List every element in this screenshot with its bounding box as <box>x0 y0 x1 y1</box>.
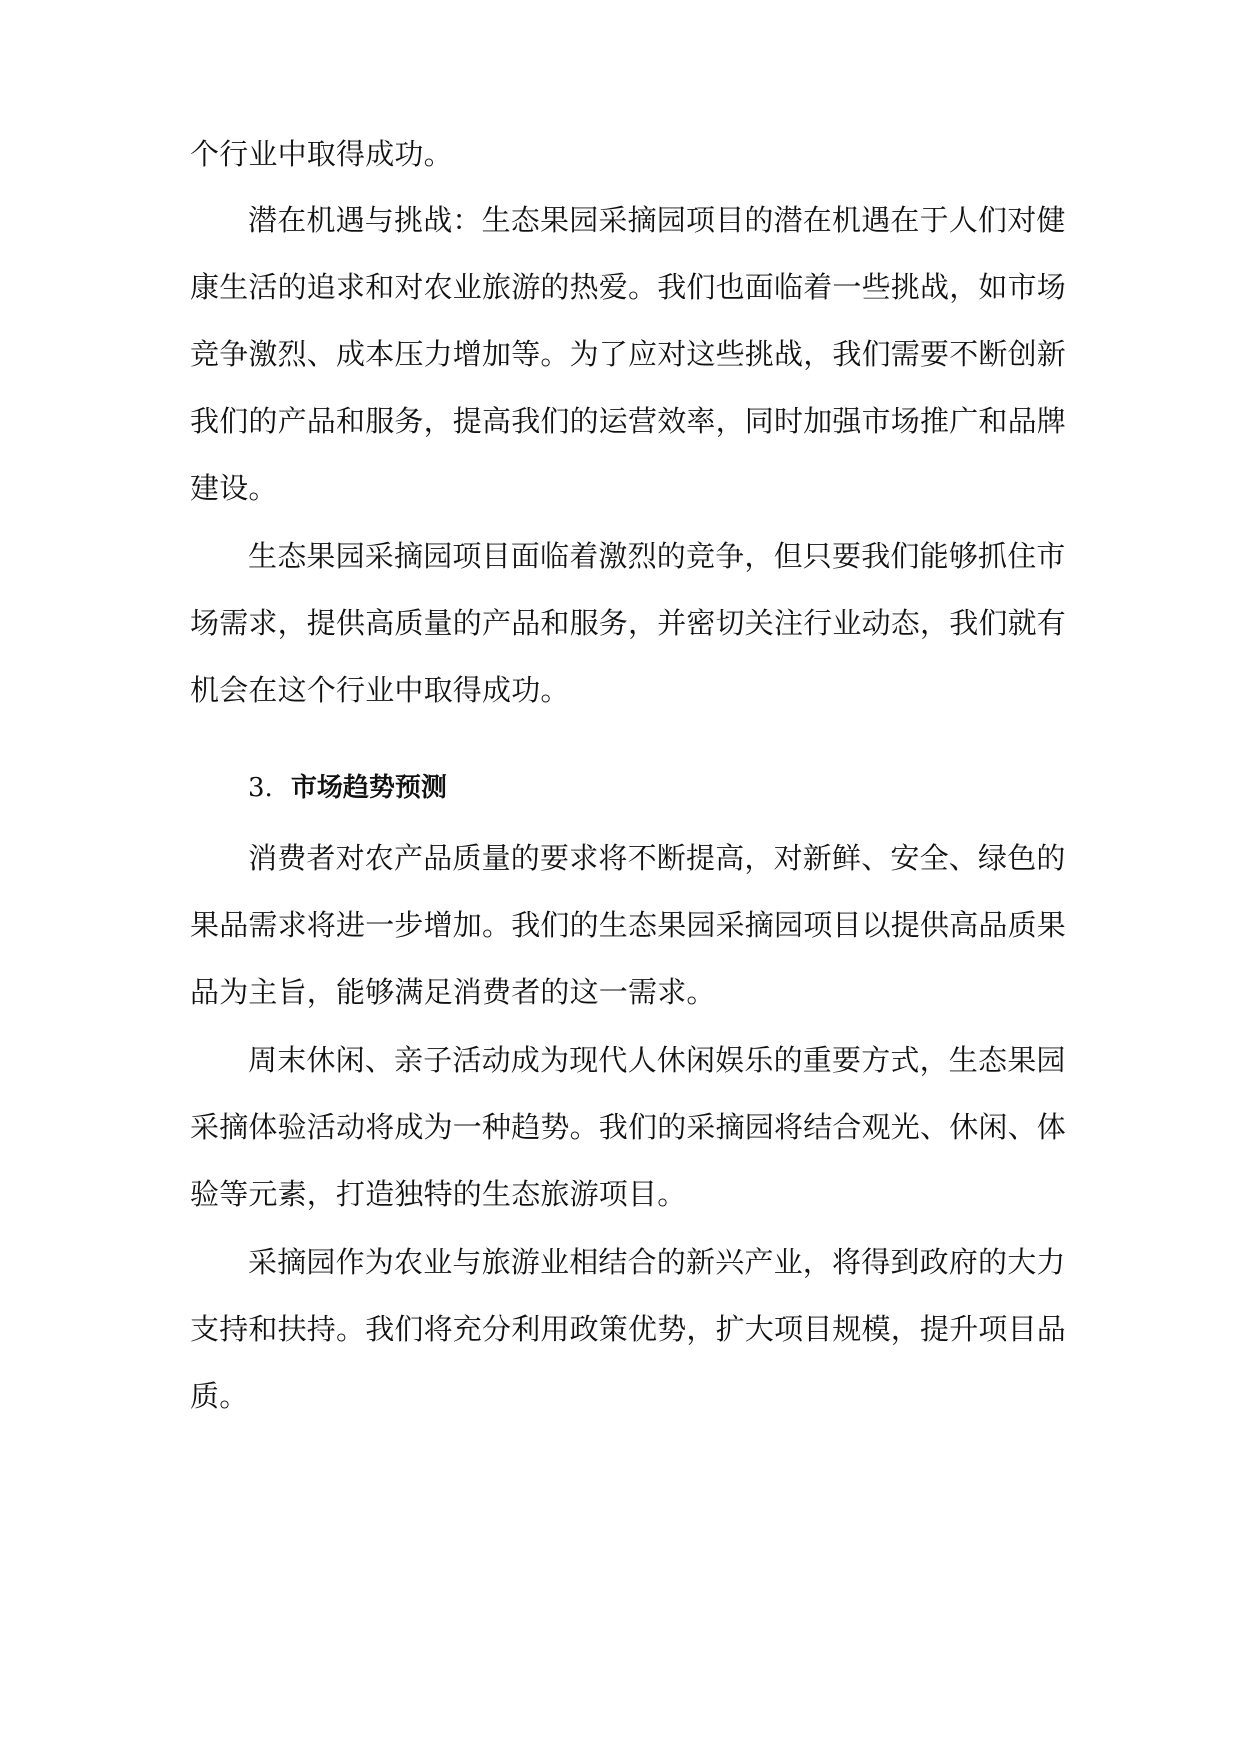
paragraph-line: 周末休闲、亲子活动成为现代人休闲娱乐的重要方式，生态果园 <box>248 1043 1066 1077</box>
paragraph-line: 采摘体验活动将成为一种趋势。我们的采摘园将结合观光、休闲、体 <box>190 1110 1067 1144</box>
paragraph-line: 康生活的追求和对农业旅游的热爱。我们也面临着一些挑战，如市场 <box>190 270 1067 304</box>
paragraph-line: 场需求，提供高质量的产品和服务，并密切关注行业动态，我们就有 <box>190 606 1067 640</box>
paragraph-line: 验等元素，打造独特的生态旅游项目。 <box>190 1177 687 1211</box>
paragraph-line: 竞争激烈、成本压力增加等。为了应对这些挑战，我们需要不断创新 <box>190 337 1067 371</box>
paragraph-line: 潜在机遇与挑战：生态果园采摘园项目的潜在机遇在于人们对健 <box>248 203 1066 237</box>
paragraph-line: 生态果园采摘园项目面临着激烈的竞争，但只要我们能够抓住市 <box>248 539 1066 573</box>
paragraph-line: 机会在这个行业中取得成功。 <box>190 673 570 707</box>
paragraph-line: 采摘园作为农业与旅游业相结合的新兴产业，将得到政府的大力 <box>248 1245 1066 1279</box>
section-number: 3. <box>248 773 273 803</box>
paragraph-line: 品为主旨，能够满足消费者的这一需求。 <box>190 975 716 1009</box>
paragraph-line: 个行业中取得成功。 <box>190 137 453 171</box>
paragraph-line: 果品需求将进一步增加。我们的生态果园采摘园项目以提供高品质果 <box>190 908 1067 942</box>
paragraph-line: 支持和扶持。我们将充分利用政策优势，扩大项目规模，提升项目品 <box>190 1312 1067 1346</box>
paragraph-line: 我们的产品和服务，提高我们的运营效率，同时加强市场推广和品牌 <box>190 404 1067 438</box>
paragraph-line: 消费者对农产品质量的要求将不断提高，对新鲜、安全、绿色的 <box>248 841 1066 875</box>
section-title: 市场趋势预测 <box>290 773 447 803</box>
section-heading <box>248 768 447 808</box>
paragraph-line: 建设。 <box>190 471 278 505</box>
paragraph-line: 质。 <box>190 1379 249 1413</box>
